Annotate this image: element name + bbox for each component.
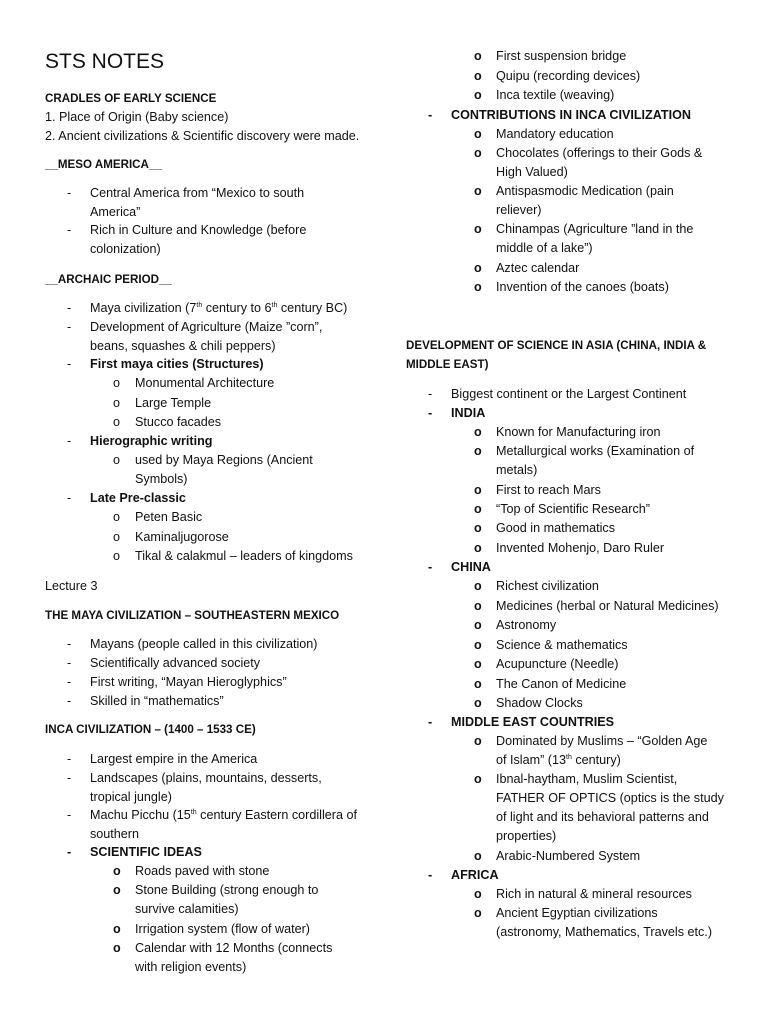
text-line: tropical jungle) [90,790,172,804]
circle-marker: o [474,887,482,901]
text-segment: Machu Picchu (15 [90,808,191,822]
text-line: Known for Manufacturing iron [496,425,661,439]
superscript: th [566,754,572,761]
circle-marker: o [113,864,121,878]
text-line: Aztec calendar [496,261,580,275]
dash-marker: - [67,771,72,785]
text-line: beans, squashes & chili peppers) [90,339,276,353]
text-line: Late Pre-classic [90,491,186,505]
text-line: (astronomy, Mathematics, Travels etc.) [496,925,713,939]
text-line: First suspension bridge [496,49,627,63]
text-line: First to reach Mars [496,483,601,497]
circle-marker: o [474,483,482,497]
item-text [496,616,556,635]
item-text [135,528,229,547]
item-text [496,220,693,258]
text-line: southern [90,827,140,841]
dash-marker: - [67,434,72,448]
circle-marker: o [113,549,121,563]
text-line: America” [90,205,141,219]
text-line: Invented Mohenjo, Daro Ruler [496,541,665,555]
item-text [496,675,626,694]
dash-marker: - [67,320,72,334]
item-text [90,299,347,318]
item-text [135,862,269,881]
text-line: Peten Basic [135,510,203,524]
text-line: Mayans (people called in this civilization) [90,637,318,651]
item-text [90,750,257,769]
item-text [496,519,615,538]
text-line: SCIENTIFIC IDEAS [90,845,202,859]
text-segment: century Eastern cordillera of [196,808,357,822]
circle-marker: o [474,69,482,83]
dash-marker: - [428,560,433,574]
text-segment: Maya civilization (7 [90,301,197,315]
item-text [451,106,691,125]
item-text [135,394,211,413]
circle-marker: o [474,425,482,439]
item-text [496,442,694,480]
circle-marker: o [474,146,482,160]
circle-marker: o [474,88,482,102]
item-text [135,413,221,432]
heading-line: DEVELOPMENT OF SCIENCE IN ASIA (CHINA, INDIA & [406,339,707,352]
circle-marker: o [474,734,482,748]
text-line: FATHER OF OPTICS (optics is the study [496,791,724,805]
text-line: “Top of Scientific Research” [496,502,650,516]
text-line: middle of a lake”) [496,241,593,255]
text-line: Ancient Egyptian civilizations [496,906,658,920]
item-text [496,539,664,558]
text-line: CONTRIBUTIONS IN INCA CIVILIZATION [451,108,691,122]
circle-marker: o [474,280,482,294]
text-line: Shadow Clocks [496,696,583,710]
item-text [90,806,357,844]
text-line: Largest empire in the America [90,752,258,766]
text-line: Biggest continent or the Largest Continent [451,387,687,401]
circle-marker: o [113,883,121,897]
text-line: Symbols) [135,472,188,486]
item-text [496,597,719,616]
item-text [496,47,626,66]
dash-marker: - [67,845,72,859]
circle-marker: o [474,696,482,710]
text-line: Skilled in “mathematics” [90,694,224,708]
text-line: Metallurgical works (Examination of [496,444,695,458]
text-line [496,751,707,770]
circle-marker: o [474,599,482,613]
circle-marker: o [474,127,482,141]
text-line: Arabic-Numbered System [496,849,641,863]
circle-marker: o [474,49,482,63]
paragraph: 2. Ancient civilizations & Scientific discovery were made. [45,129,360,143]
dash-marker: - [428,406,433,420]
superscript: th [190,809,197,816]
text-line: colonization) [90,242,161,256]
text-line: used by Maya Regions (Ancient [135,453,313,467]
text-segment: of Islam” (13 [496,753,566,767]
circle-marker: o [474,502,482,516]
text-line: The Canon of Medicine [496,677,627,691]
dash-marker: - [67,656,72,670]
text-line: Large Temple [135,396,212,410]
text-line: Tikal & calakmul – leaders of kingdoms [135,549,353,563]
circle-marker: o [113,415,121,429]
item-text [496,67,640,86]
item-text [135,451,313,489]
section-heading: INCA CIVILIZATION – (1400 – 1533 CE) [45,723,256,736]
section-heading: CRADLES OF EARLY SCIENCE [45,92,217,105]
text-line: Ibnal-haytham, Muslim Scientist, [496,772,678,786]
circle-marker: o [474,444,482,458]
circle-marker: o [474,261,482,275]
text-line: First maya cities (Structures) [90,357,264,371]
text-line: CHINA [451,560,491,574]
item-text [451,385,686,404]
circle-marker: o [474,222,482,236]
item-text [135,374,274,393]
item-text [90,635,318,654]
superscript: th [196,302,203,309]
dash-marker: - [67,675,72,689]
circle-marker: o [474,657,482,671]
item-text [496,144,702,182]
text-line: of light and its behavioral patterns and [496,810,709,824]
circle-marker: o [474,618,482,632]
section-heading: __ARCHAIC PERIOD__ [45,273,172,286]
text-line: INDIA [451,406,486,420]
circle-marker: o [113,530,121,544]
item-text [90,221,306,259]
circle-marker: o [113,922,121,936]
item-text [90,654,260,673]
circle-marker: o [474,772,482,786]
text-line: Dominated by Muslims – “Golden Age [496,734,708,748]
item-text [496,481,601,500]
item-text [451,866,499,885]
dash-marker: - [67,752,72,766]
item-text [90,673,287,692]
page-title: STS NOTES [45,50,165,73]
text-line: Astronomy [496,618,557,632]
text-line [90,299,347,318]
section-heading: __MESO AMERICA__ [45,158,162,171]
dash-marker: - [428,868,433,882]
text-line: Irrigation system (flow of water) [135,922,310,936]
text-line [90,806,357,825]
circle-marker: o [474,638,482,652]
item-text [496,259,579,278]
item-text [496,694,583,713]
item-text [90,432,212,451]
item-text [496,86,614,105]
dash-marker: - [67,223,72,237]
item-text [135,547,353,566]
text-line: Invention of the canoes (boats) [496,280,669,294]
item-text [496,500,650,519]
paragraph: Lecture 3 [45,579,98,593]
text-line: High Valued) [496,165,568,179]
circle-marker: o [474,849,482,863]
item-text [496,577,599,596]
dash-marker: - [67,491,72,505]
item-text [496,423,661,442]
text-line: Science & mathematics [496,638,628,652]
section-heading: THE MAYA CIVILIZATION – SOUTHEASTERN MEXICO [45,609,340,622]
circle-marker: o [474,579,482,593]
item-text [90,318,322,356]
item-text [496,885,692,904]
dash-marker: - [428,108,433,122]
text-line: Quipu (recording devices) [496,69,641,83]
circle-marker: o [113,510,121,524]
circle-marker: o [113,941,121,955]
dash-marker: - [67,301,72,315]
circle-marker: o [474,521,482,535]
text-line: Hierographic writing [90,434,213,448]
item-text [90,843,202,862]
item-text [496,125,614,144]
item-text [496,655,619,674]
text-line: First writing, “Mayan Hieroglyphics” [90,675,287,689]
text-line: Medicines (herbal or Natural Medicines) [496,599,719,613]
text-line: Development of Agriculture (Maize ”corn”, [90,320,323,334]
text-line: Acupuncture (Needle) [496,657,619,671]
paragraph: 1. Place of Origin (Baby science) [45,110,229,124]
item-text [135,920,310,939]
text-line: Monumental Architecture [135,376,275,390]
circle-marker: o [474,541,482,555]
item-text [90,355,264,374]
circle-marker: o [113,376,121,390]
text-line: Calendar with 12 Months (connects [135,941,333,955]
item-text [496,636,628,655]
heading-line: MIDDLE EAST) [406,358,489,371]
circle-marker: o [113,453,121,467]
text-line: AFRICA [451,868,499,882]
text-line: Kaminaljugorose [135,530,229,544]
item-text [90,769,322,807]
text-line: Antispasmodic Medication (pain [496,184,674,198]
circle-marker: o [474,677,482,691]
text-line: with religion events) [135,960,247,974]
dash-marker: - [428,715,433,729]
item-text [496,182,674,220]
text-line: reliever) [496,203,542,217]
dash-marker: - [67,637,72,651]
text-line: Stone Building (strong enough to [135,883,319,897]
item-text [90,184,304,222]
dash-marker: - [67,808,72,822]
item-text [496,732,707,770]
text-line: Chocolates (offerings to their Gods & [496,146,703,160]
text-line: MIDDLE EAST COUNTRIES [451,715,615,729]
text-line: Roads paved with stone [135,864,270,878]
text-line: Rich in Culture and Knowledge (before [90,223,307,237]
text-segment: century) [571,753,621,767]
text-line: Scientifically advanced society [90,656,261,670]
superscript: th [271,302,278,309]
dash-marker: - [67,694,72,708]
dash-marker: - [67,186,72,200]
item-text [496,278,669,297]
item-text [90,692,224,711]
item-text [496,904,712,942]
text-line: Central America from “Mexico to south [90,186,305,200]
dash-marker: - [428,387,433,401]
item-text [135,939,332,977]
text-line: Stucco facades [135,415,222,429]
item-text [90,489,186,508]
text-segment: century to 6 [202,301,272,315]
circle-marker: o [474,184,482,198]
text-line: Good in mathematics [496,521,615,535]
text-segment: century BC) [277,301,348,315]
item-text [135,508,202,527]
text-line: Mandatory education [496,127,614,141]
text-line: Rich in natural & mineral resources [496,887,692,901]
item-text [451,558,491,577]
item-text [451,713,614,732]
text-line: Inca textile (weaving) [496,88,615,102]
item-text [135,881,318,919]
item-text [496,770,724,846]
text-line: properties) [496,829,557,843]
item-text [496,847,640,866]
text-line: Chinampas (Agriculture ”land in the [496,222,694,236]
text-line: survive calamities) [135,902,239,916]
dash-marker: - [67,357,72,371]
text-line: Richest civilization [496,579,599,593]
circle-marker: o [113,396,121,410]
text-line: metals) [496,463,538,477]
item-text [451,404,485,423]
circle-marker: o [474,906,482,920]
text-line: Landscapes (plains, mountains, desserts, [90,771,322,785]
